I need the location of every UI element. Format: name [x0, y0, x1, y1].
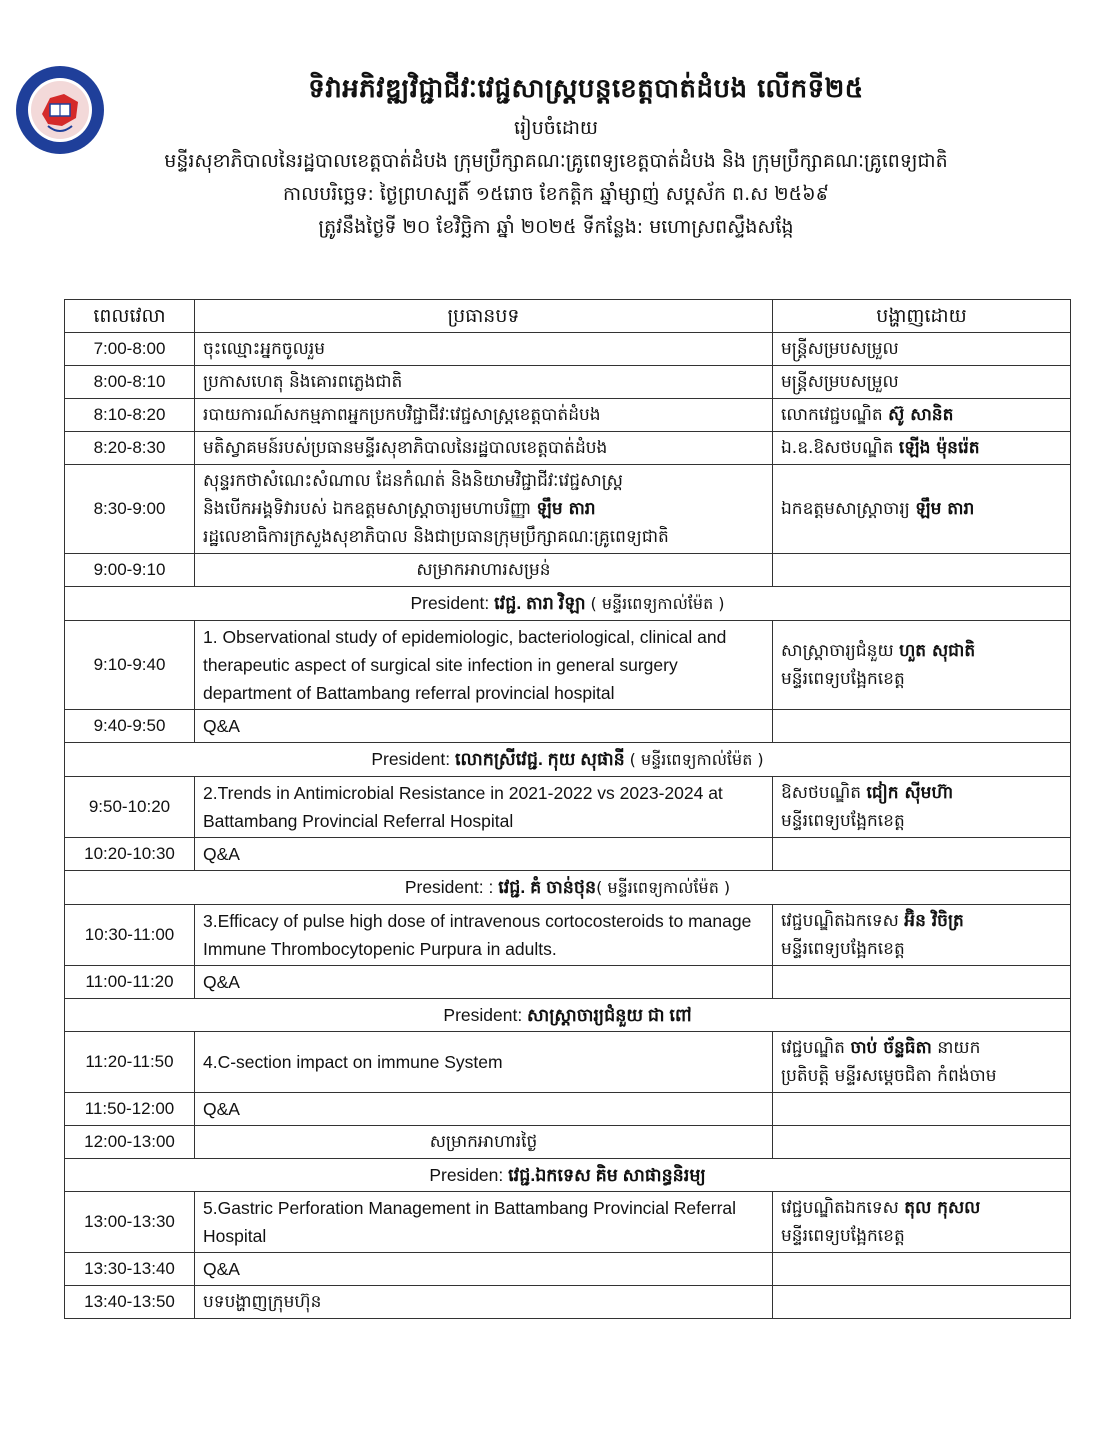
row-presenter	[773, 432, 1071, 465]
row-time: 12:00-13:00	[65, 1126, 195, 1159]
topic-line-3: រដ្ឋលេខាធិការក្រសួងសុខាភិបាល និងជាប្រធានក្រុមប្រឹក្សាគណៈគ្រូពេទ្យជាតិ	[203, 527, 669, 547]
table-row	[65, 554, 1071, 587]
row-time: 10:20-10:30	[65, 838, 195, 871]
presenter-title: ឯ.ឧ.ឱសថបណ្ឌិត	[781, 438, 894, 458]
row-topic: បទបង្ហាញក្រុមហ៊ុន	[195, 1286, 773, 1319]
table-row	[65, 1286, 1071, 1319]
session-row	[65, 1192, 1071, 1253]
session-row	[65, 1032, 1071, 1093]
presenter-name: ឡើង ម៉ុនរ៉េត	[898, 438, 980, 458]
presenter-name: ស៊ូ សានិត	[888, 405, 954, 425]
row-topic: ចុះឈ្មោះអ្នកចូលរួម	[195, 333, 773, 366]
row-presenter	[773, 333, 1071, 366]
khmer-date-line: កាលបរិច្ឆេទ: ថ្ងៃព្រហស្បតិ៍ ១៥រោច ខែកត្តិក ឆ្នាំម្សាញ់ សប្តស័ក ព.ស ២៥៦៩	[283, 183, 829, 205]
qa-row	[65, 710, 1071, 743]
row-time: 9:00-9:10	[65, 554, 195, 587]
break-label: សម្រាកអាហារថ្ងៃ	[195, 1126, 773, 1159]
presenter-name: ចាប់ ច័ន្ទធិតា	[850, 1038, 932, 1058]
row-presenter: វេជ្ជបណ្ឌិត ចាប់ ច័ន្ទធិតា នាយក ប្រតិបត្តិ មន្ទីរសម្តេចជិតា កំពង់ចាម	[773, 1032, 1071, 1093]
header-time: ពេលវេលា	[65, 300, 195, 333]
table-row	[65, 333, 1071, 366]
presenter-name: អ៊ិន វិចិត្រ	[904, 911, 964, 931]
row-presenter	[773, 399, 1071, 432]
presenter-title: លោកវេជ្ជបណ្ឌិត	[781, 405, 883, 425]
topic-line-2: និងបើកអង្គទិវារបស់ ឯកឧត្តមសាស្ត្រាចារ្យមហាបរិញ្ញា ឡឹម តារា	[203, 499, 596, 519]
presenter-title: ឯកឧត្តមសាស្ត្រាចារ្យ	[781, 499, 910, 519]
organizers-line: មន្ទីរសុខាភិបាលនៃរដ្ឋបាលខេត្តបាត់ដំបង ក្រុមប្រឹក្សាគណៈគ្រូពេទ្យខេត្តបាត់ដំបង និង ក្រុមប្រឹក្សាគណៈគ្រូពេទ្យជាតិ	[164, 150, 948, 172]
row-time: 8:30-9:00	[65, 465, 195, 554]
qa-label: Q&A	[195, 838, 773, 871]
session-row	[65, 621, 1071, 710]
president-name: វេជ្ជ.ឯកទេស គិម សាផាន្ធនិរម្យ	[508, 1165, 706, 1185]
table-row	[65, 366, 1071, 399]
president-row: President: វេជ្ជ. តារា វិឡា ( មន្ទីរពេទ្យកាល់ម៉ែត )	[65, 587, 1071, 621]
presenter-name: ឡឹម តារា	[915, 499, 975, 519]
qa-label: Q&A	[195, 966, 773, 999]
break-row	[65, 1126, 1071, 1159]
president-name: វេជ្ជ. តារា វិឡា	[494, 593, 586, 613]
president-name: លោកស្រីវេជ្ជ. កុយ សុផានី	[454, 749, 625, 769]
row-presenter	[773, 465, 1071, 554]
row-time: 9:50-10:20	[65, 777, 195, 838]
session-topic: 1. Observational study of epidemiologic, bacteriological, clinical and therapeutic aspect of surgical site infection in general surgery department of Battambang referral provincial hospital	[195, 621, 773, 710]
president-row: Presiden: វេជ្ជ.ឯកទេស គិម សាផាន្ធនិរម្យ	[65, 1159, 1071, 1192]
row-presenter: វេជ្ជបណ្ឌិតឯកទេស តុល កុសល មន្ទីរពេទ្យបង្អែកខេត្ត	[773, 1192, 1071, 1253]
session-topic: 2.Trends in Antimicrobial Resistance in 2021-2022 vs 2023-2024 at Battambang Provincial Referral Hospital	[195, 777, 773, 838]
header-topic: ប្រធានបទ	[195, 300, 773, 333]
presenter-name: តុល កុសល	[904, 1198, 981, 1218]
session-topic: 4.C-section impact on immune System	[195, 1032, 773, 1093]
row-time: 11:00-11:20	[65, 966, 195, 999]
row-time: 10:30-11:00	[65, 905, 195, 966]
row-presenter: ឱសថបណ្ឌិត ជៀក ស៊ីមហ៊ា មន្ទីរពេទ្យបង្អែកខេត្ត	[773, 777, 1071, 838]
table-row	[65, 465, 1071, 554]
row-time: 9:10-9:40	[65, 621, 195, 710]
row-topic: ប្រកាសហេតុ និងគោរពភ្លេងជាតិ	[195, 366, 773, 399]
agenda-table	[64, 299, 1071, 1319]
row-presenter	[773, 554, 1071, 587]
row-time: 13:40-13:50	[65, 1286, 195, 1319]
row-topic: របាយការណ៍សកម្មភាពអ្នកប្រកបវិជ្ជាជីវៈវេជ្ជសាស្ត្រខេត្តបាត់ដំបង	[195, 399, 773, 432]
session-topic: 5.Gastric Perforation Management in Battambang Provincial Referral Hospital	[195, 1192, 773, 1253]
qa-row	[65, 966, 1071, 999]
row-time: 13:00-13:30	[65, 1192, 195, 1253]
table-header-row	[65, 300, 1071, 333]
qa-row	[65, 1093, 1071, 1126]
page-title: ទិវាអភិវឌ្ឍវិជ្ជាជីវៈវេជ្ជសាស្ត្របន្តខេត្តបាត់ដំបង លើកទី២៥	[308, 74, 864, 104]
row-time: 8:00-8:10	[65, 366, 195, 399]
header-presented-by: បង្ហាញដោយ	[773, 300, 1071, 333]
president-row: President: : វេជ្ជ. គំ ចាន់ថុន( មន្ទីរពេទ្យកាល់ម៉ែត )	[65, 871, 1071, 905]
presenter-title: មន្ត្រីសម្របសម្រួល	[781, 372, 899, 392]
topic-line-1: សុន្ទរកថាសំណេះសំណាល ដែនកំណត់ និងនិយាមវិជ្ជាជីវៈវេជ្ជសាស្ត្រ	[203, 471, 623, 491]
presenter-name: ជៀក ស៊ីមហ៊ា	[866, 783, 954, 803]
row-time: 11:20-11:50	[65, 1032, 195, 1093]
president-name: សាស្ត្រាចារ្យជំនួយ ជា ពៅ	[527, 1005, 692, 1025]
qa-label: Q&A	[195, 710, 773, 743]
president-row: President: សាស្ត្រាចារ្យជំនួយ ជា ពៅ	[65, 999, 1071, 1032]
row-time: 8:10-8:20	[65, 399, 195, 432]
session-topic: 3.Efficacy of pulse high dose of intravenous cortocosteroids to manage Immune Thrombocytopenic Purpura in adults.	[195, 905, 773, 966]
table-row	[65, 432, 1071, 465]
session-row	[65, 905, 1071, 966]
row-topic	[195, 465, 773, 554]
document-header	[0, 72, 1112, 244]
qa-row	[65, 838, 1071, 871]
session-row	[65, 777, 1071, 838]
qa-row	[65, 1253, 1071, 1286]
qa-label: Q&A	[195, 1093, 773, 1126]
presenter-title: មន្ត្រីសម្របសម្រួល	[781, 339, 899, 359]
row-time: 13:30-13:40	[65, 1253, 195, 1286]
row-time: 9:40-9:50	[65, 710, 195, 743]
date-venue-line: ត្រូវនឹងថ្ងៃទី ២០ ខែវិច្ឆិកា ឆ្នាំ ២០២៥ ទីកន្លែង: មហោស្រពស្ទឹងសង្កែ	[318, 216, 794, 238]
organized-by-label: រៀបចំដោយ	[513, 117, 599, 139]
row-presenter: សាស្ត្រាចារ្យជំនួយ ហួត សុជាតិ មន្ទីរពេទ្យបង្អែកខេត្ត	[773, 621, 1071, 710]
row-topic: សម្រាកអាហារសម្រន់	[195, 554, 773, 587]
minister-name: ឡឹម តារា	[536, 499, 596, 519]
row-presenter: វេជ្ជបណ្ឌិតឯកទេស អ៊ិន វិចិត្រ មន្ទីរពេទ្យបង្អែកខេត្ត	[773, 905, 1071, 966]
president-name: វេជ្ជ. គំ ចាន់ថុន	[498, 877, 597, 897]
row-presenter	[773, 366, 1071, 399]
president-row: President: លោកស្រីវេជ្ជ. កុយ សុផានី ( មន្ទីរពេទ្យកាល់ម៉ែត )	[65, 743, 1071, 777]
row-topic: មតិស្វាគមន៍របស់ប្រធានមន្ទីរសុខាភិបាលនៃរដ្ឋបាលខេត្តបាត់ដំបង	[195, 432, 773, 465]
qa-label: Q&A	[195, 1253, 773, 1286]
table-row	[65, 399, 1071, 432]
row-time: 11:50-12:00	[65, 1093, 195, 1126]
row-time: 7:00-8:00	[65, 333, 195, 366]
presenter-name: ហួត សុជាតិ	[899, 641, 976, 661]
row-time: 8:20-8:30	[65, 432, 195, 465]
